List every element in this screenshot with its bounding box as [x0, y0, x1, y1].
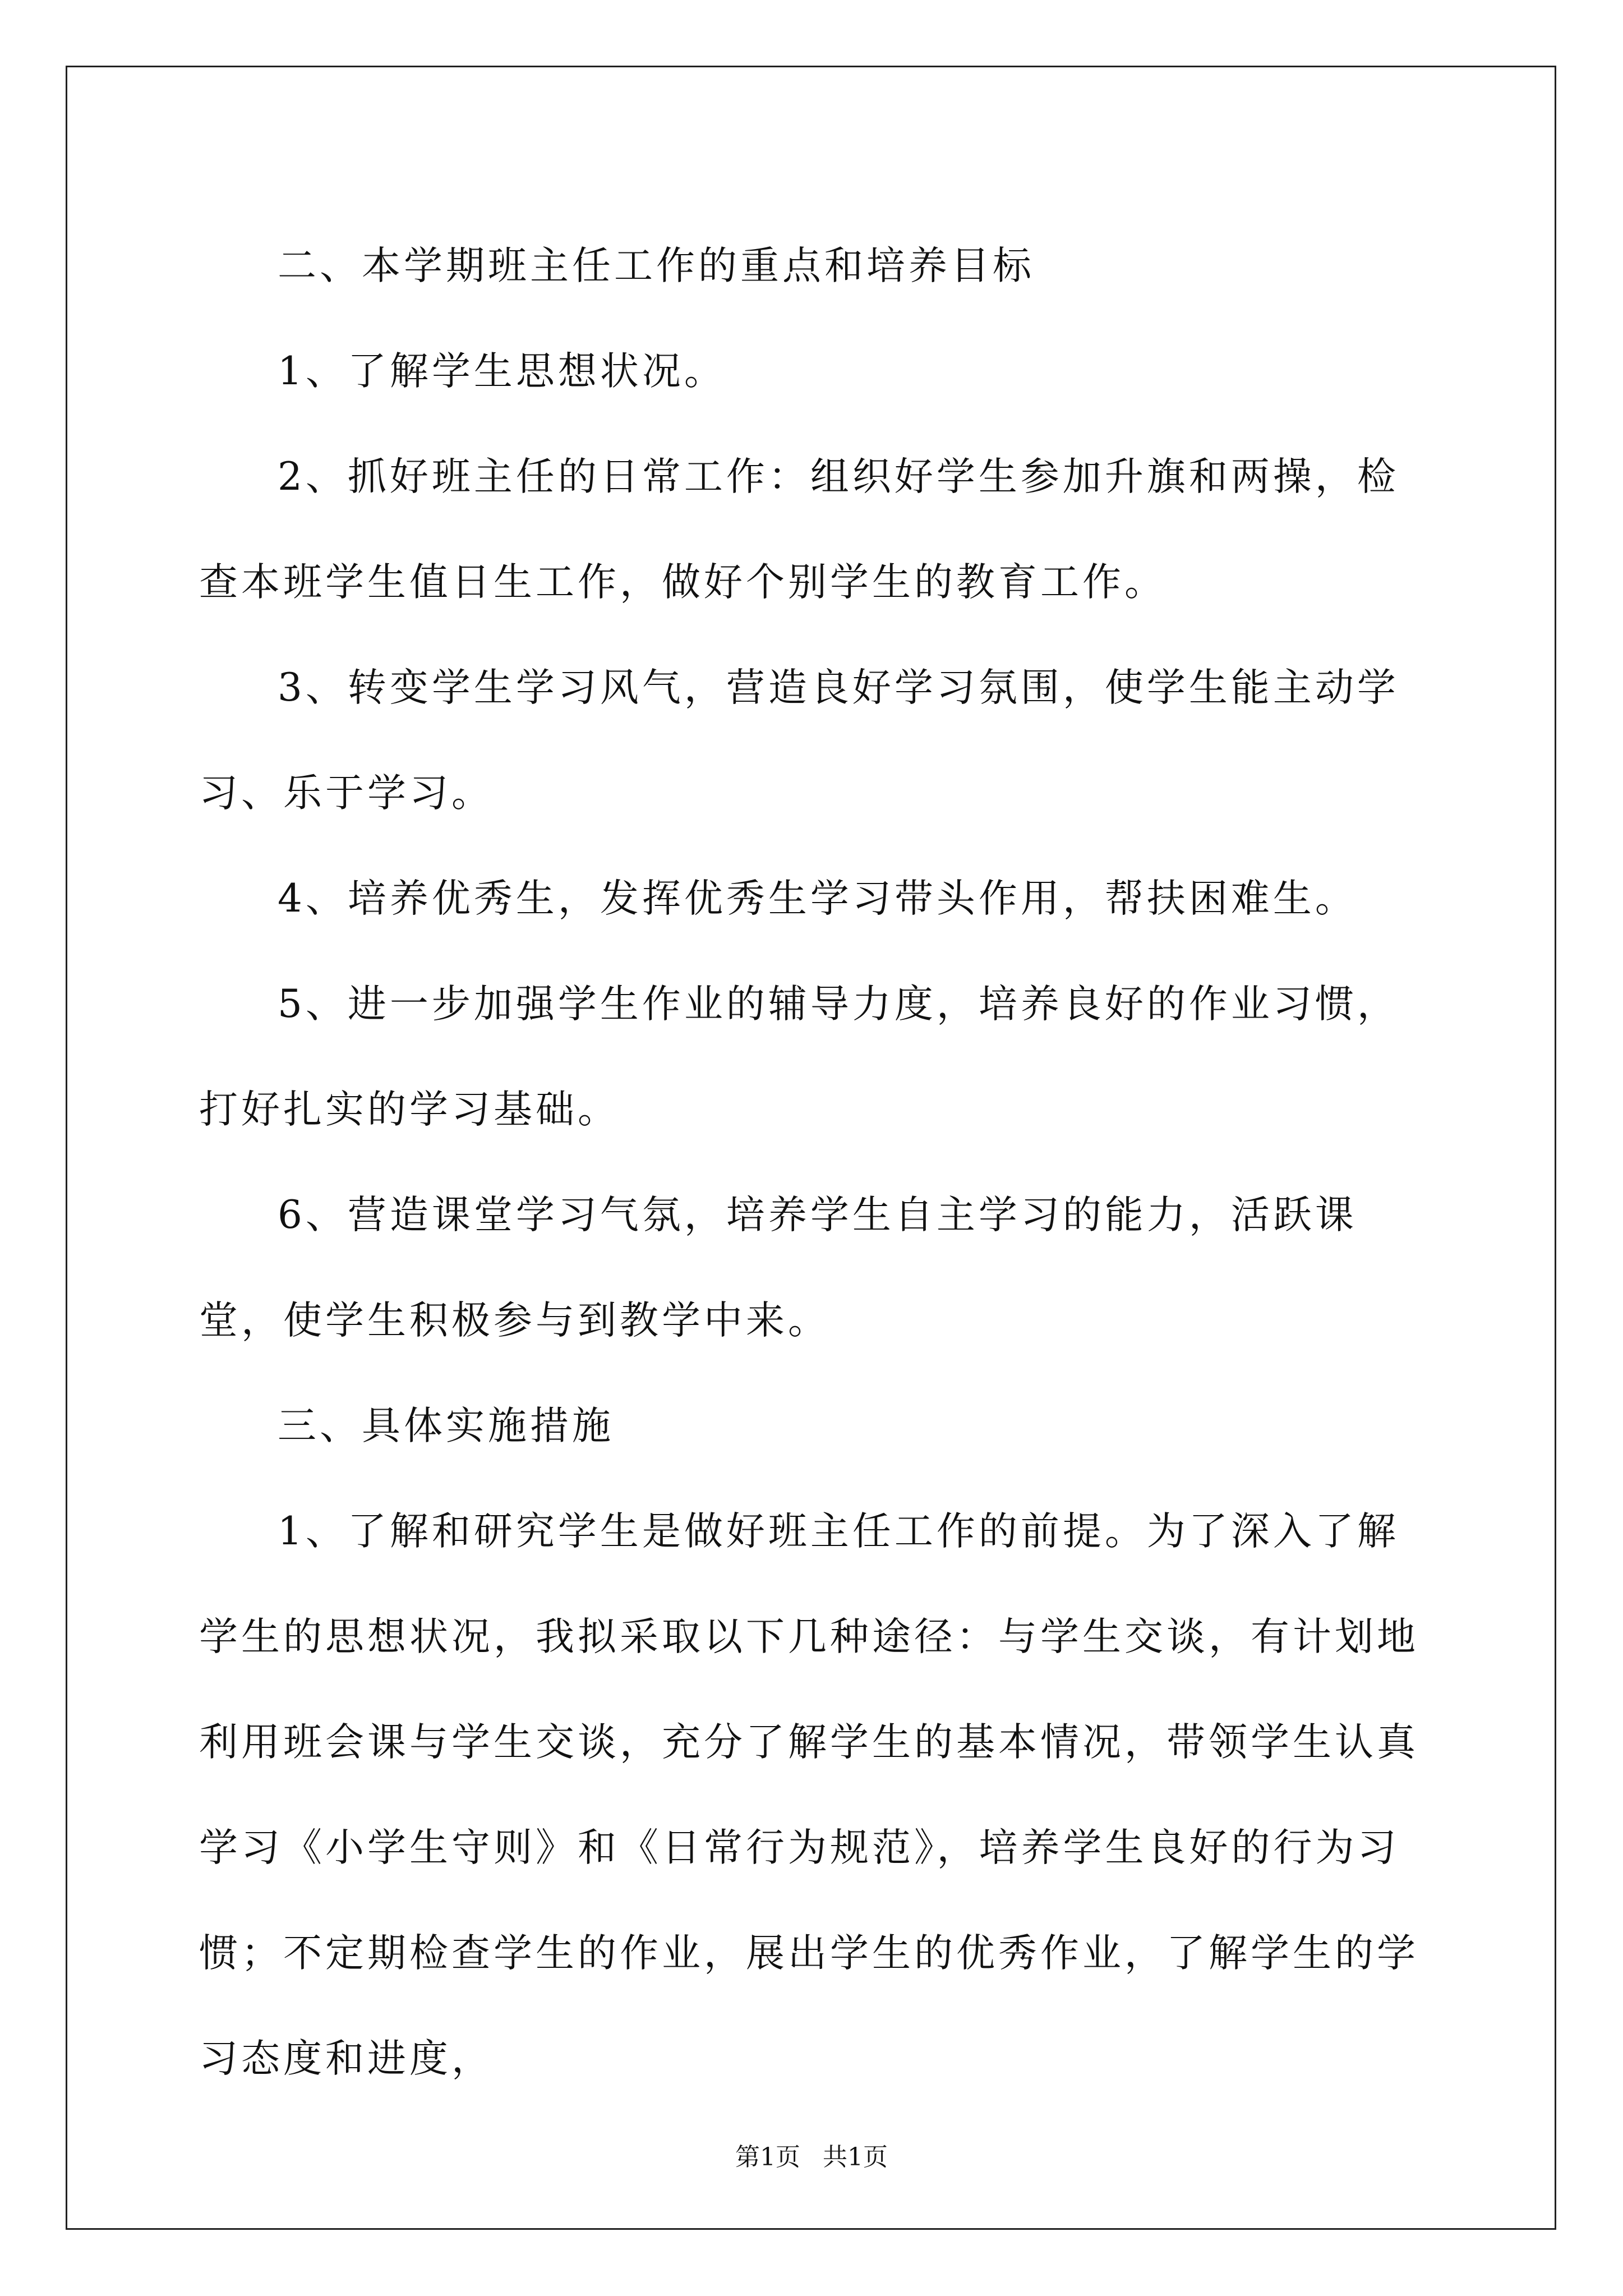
paragraph-item-1: 1、了解学生思想状况。	[278, 349, 726, 394]
paragraph-section-three-heading: 三、具体实施措施	[278, 1404, 614, 1448]
page-total: 共1页	[823, 2143, 888, 2171]
paragraph-section-two-heading: 二、本学期班主任工作的重点和培养目标	[278, 243, 1035, 288]
paragraph-item-6: 6、营造课堂学习气氛，培养学生自主学习的能力，活跃课堂，使学生积极参与到教学中来。	[199, 1193, 1357, 1343]
paragraph-item-2: 2、抓好班主任的日常工作：组织好学生参加升旗和两操，检查本班学生值日生工作，做好个别学生的教育工作。	[199, 454, 1399, 605]
paragraph-item-4: 4、培养优秀生，发挥优秀生学习带头作用，帮扶困难生。	[278, 876, 1357, 921]
paragraph-measure-1: 1、了解和研究学生是做好班主任工作的前提。为了深入了解学生的思想状况，我拟采取以下几种途径：与学生交谈，有计划地利用班会课与学生交谈，充分了解学生的基本情况，带领学生认真学习《小学生守则》和《日常行为规范》，培养学生良好的行为习惯；不定期检查学生的作业，展出学生的优秀作业，了解学生的学习态度和进度，	[199, 1509, 1419, 2081]
document-body	[199, 213, 1433, 2111]
page-number: 第1页	[735, 2143, 800, 2171]
paragraph-item-5: 5、进一步加强学生作业的辅导力度，培养良好的作业习惯，打好扎实的学习基础。	[199, 982, 1399, 1132]
page-footer	[0, 2141, 1623, 2174]
paragraph-item-3: 3、转变学生学习风气，营造良好学习氛围，使学生能主动学习、乐于学习。	[199, 665, 1399, 816]
